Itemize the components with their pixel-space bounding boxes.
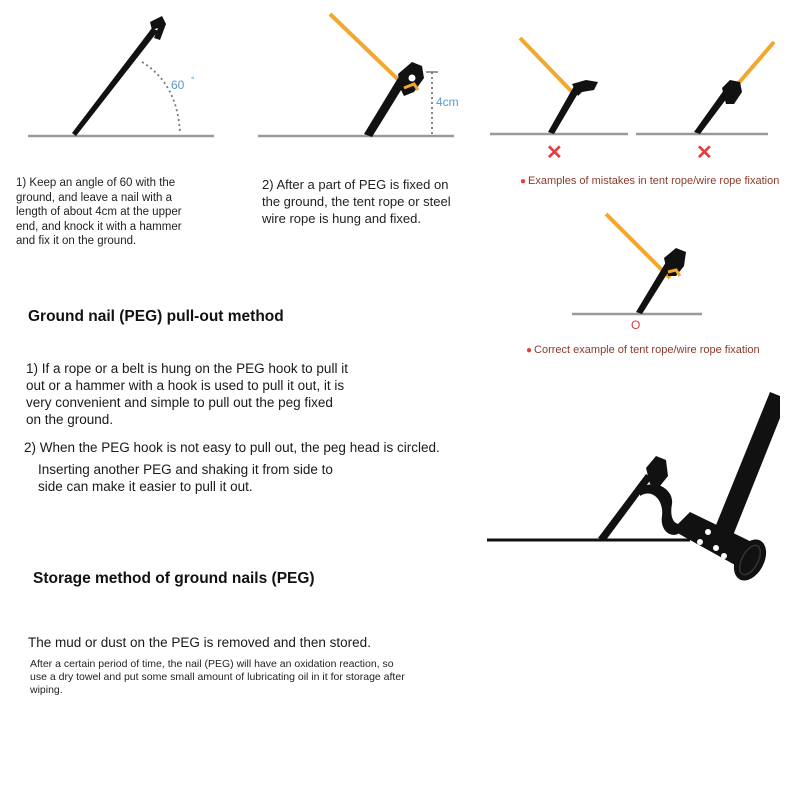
figure1-caption: 1) Keep an angle of 60 with the ground, and leave a nail with a length of about 4cm at the upper end, and knock it with a hammer and fix it on the ground.	[16, 177, 182, 247]
storage-title: Storage method of ground nails (PEG)	[33, 570, 315, 587]
correct-note-text: Correct example of tent rope/wire rope fixation	[534, 344, 760, 356]
mistake-mark-2: ✕	[696, 142, 713, 164]
correct-mark: O	[631, 318, 641, 332]
pullout-title: Ground nail (PEG) pull-out method	[28, 308, 284, 325]
bullet-icon: ●	[526, 345, 533, 356]
angle-unit: °	[191, 75, 195, 85]
figure2-caption: 2) After a part of PEG is fixed on the ground, the tent rope or steel wire rope is hung and fixed.	[262, 177, 451, 226]
hammer-handle	[714, 392, 780, 538]
height-label: 4cm	[436, 95, 459, 109]
mistake-mark-1: ✕	[546, 142, 563, 164]
hammer-claw	[640, 484, 680, 535]
storage-line-1: The mud or dust on the PEG is removed and then stored.	[28, 635, 371, 650]
angle-value: 60	[171, 78, 185, 92]
pullout-item-2b: Inserting another PEG and shaking it from side to side can make it easier to pull it out.	[38, 462, 333, 494]
peg-shape	[598, 474, 652, 540]
pullout-item-2: 2) When the PEG hook is not easy to pull out, the peg head is circled.	[24, 440, 440, 455]
pullout-item-1: 1) If a rope or a belt is hung on the PEG hook to pull it out or a hammer with a hook is used to pull it out, it is very convenient and simple to pull out the peg fixed on the ground.	[26, 361, 348, 427]
bullet-icon: ●	[520, 176, 527, 187]
mistake-note-text: Examples of mistakes in tent rope/wire rope fixation	[528, 175, 780, 187]
storage-line-2: After a certain period of time, the nail (PEG) will have an oxidation reaction, so use a dry towel and put some small amount of lubricating oil in it for storage after wiping.	[30, 658, 405, 696]
